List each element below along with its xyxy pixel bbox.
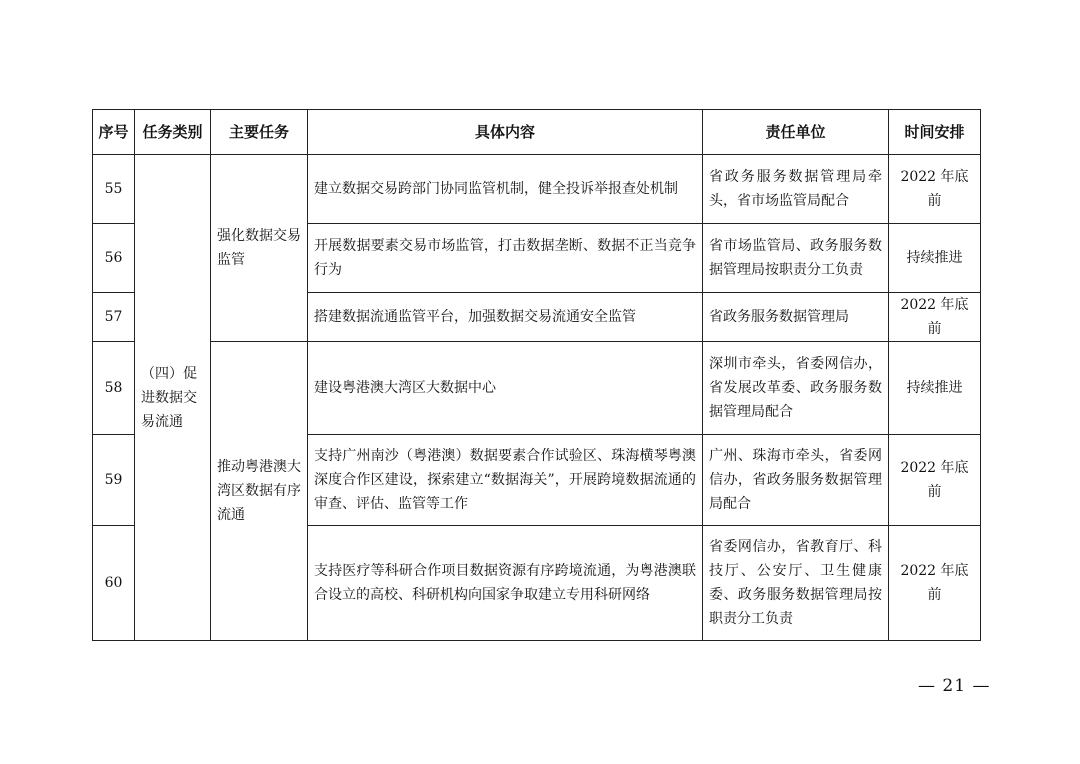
table-row <box>93 342 981 435</box>
task-content: 建立数据交易跨部门协同监管机制，健全投诉举报查处机制 <box>308 155 703 224</box>
task-content: 建设粤港澳大湾区大数据中心 <box>308 342 703 435</box>
header-content: 具体内容 <box>308 110 703 155</box>
header-seq: 序号 <box>93 110 135 155</box>
main-task: 推动粤港澳大湾区数据有序流通 <box>211 342 308 641</box>
header-unit: 责任单位 <box>703 110 889 155</box>
header-main-task: 主要任务 <box>211 110 308 155</box>
row-number: 57 <box>93 293 135 342</box>
time-arrangement: 持续推进 <box>889 342 981 435</box>
time-arrangement: 2022 年底前 <box>889 155 981 224</box>
task-table <box>92 109 981 641</box>
main-task: 强化数据交易监管 <box>211 155 308 342</box>
responsible-unit: 省政务服务数据管理局 <box>703 293 889 342</box>
task-content: 开展数据要素交易市场监管，打击数据垄断、数据不正当竞争行为 <box>308 224 703 293</box>
row-number: 56 <box>93 224 135 293</box>
time-arrangement: 2022 年底前 <box>889 435 981 526</box>
responsible-unit: 深圳市牵头，省委网信办，省发展改革委、政务服务数据管理局配合 <box>703 342 889 435</box>
row-number: 58 <box>93 342 135 435</box>
task-category: （四）促进数据交易流通 <box>135 155 211 641</box>
task-content: 支持广州南沙（粤港澳）数据要素合作试验区、珠海横琴粤澳深度合作区建设，探索建立“数据海关”，开展跨境数据流通的审查、评估、监管等工作 <box>308 435 703 526</box>
header-time: 时间安排 <box>889 110 981 155</box>
header-category: 任务类别 <box>135 110 211 155</box>
responsible-unit: 省市场监管局、政务服务数据管理局按职责分工负责 <box>703 224 889 293</box>
responsible-unit: 广州、珠海市牵头，省委网信办，省政务服务数据管理局配合 <box>703 435 889 526</box>
row-number: 55 <box>93 155 135 224</box>
task-content: 搭建数据流通监管平台，加强数据交易流通安全监管 <box>308 293 703 342</box>
table-row <box>93 155 981 224</box>
responsible-unit: 省政务服务数据管理局牵头，省市场监管局配合 <box>703 155 889 224</box>
row-number: 60 <box>93 526 135 641</box>
header-row <box>93 110 981 155</box>
task-content: 支持医疗等科研合作项目数据资源有序跨境流通，为粤港澳联合设立的高校、科研机构向国家争取建立专用科研网络 <box>308 526 703 641</box>
page-number: — 21 — <box>918 676 991 696</box>
row-number: 59 <box>93 435 135 526</box>
time-arrangement: 持续推进 <box>889 224 981 293</box>
time-arrangement: 2022 年底前 <box>889 526 981 641</box>
time-arrangement: 2022 年底前 <box>889 293 981 342</box>
responsible-unit: 省委网信办，省教育厅、科技厅、公安厅、卫生健康委、政务服务数据管理局按职责分工负责 <box>703 526 889 641</box>
